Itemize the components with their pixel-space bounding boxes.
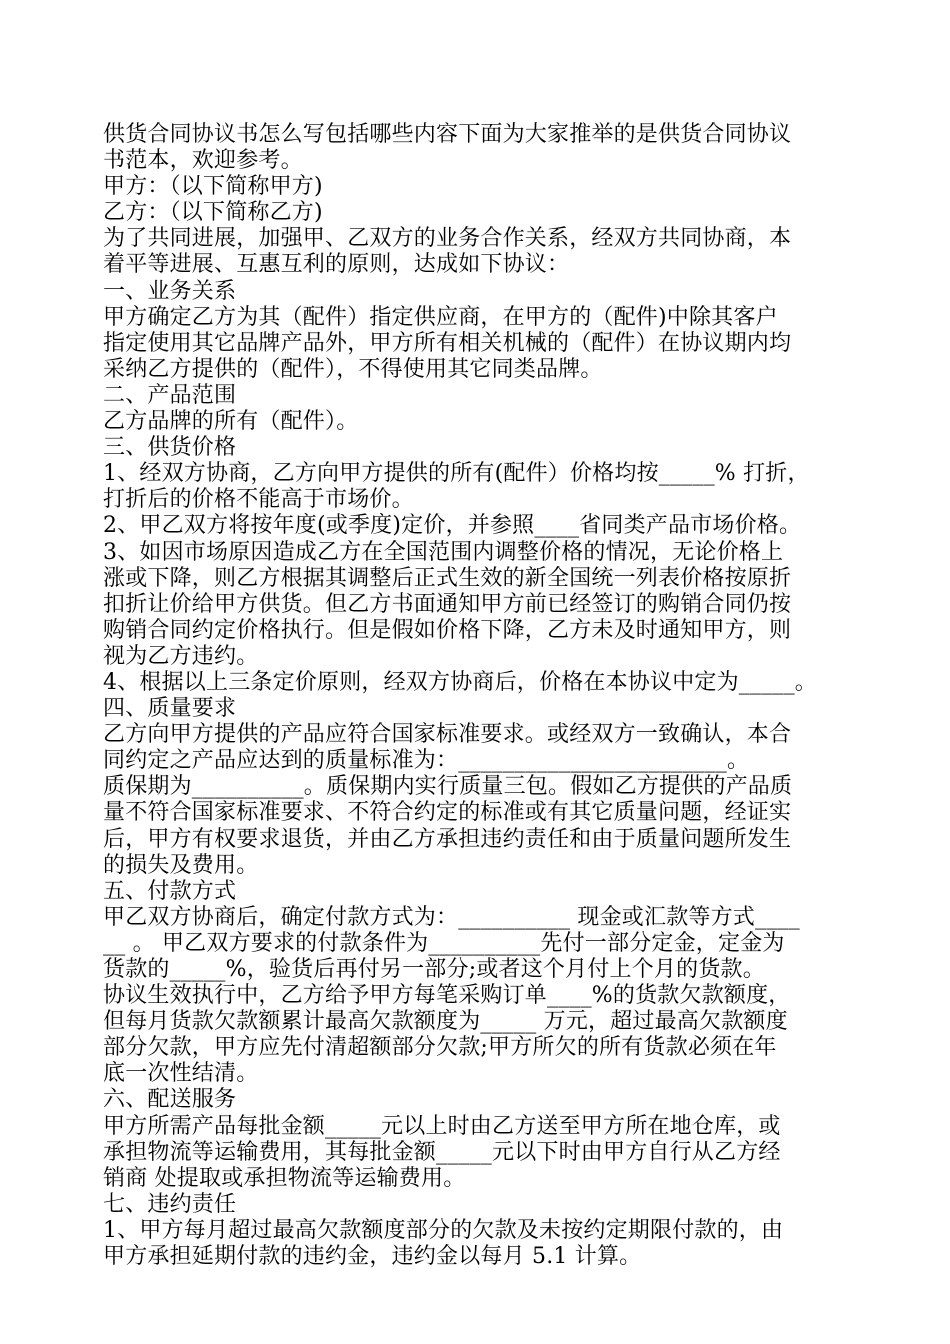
text-line: 甲方所需产品每批金额_____元以上时由乙方送至甲方所在地仓库，或 <box>103 1113 781 1139</box>
text-line: 同约定之产品应达到的质量标准为：________________________。 <box>103 748 750 774</box>
text-line: 采纳乙方提供的（配件），不得使用其它同类品牌。 <box>103 356 603 382</box>
text-line: 部分欠款，甲方应先付清超额部分欠款;甲方所欠的所有货款必须在年 <box>103 1035 777 1061</box>
text-line: 底一次性结清。 <box>103 1061 259 1087</box>
text-line: 协议生效执行中，乙方给予甲方每笔采购订单____%的货款欠款额度， <box>103 983 791 1009</box>
text-line: 着平等进展、互惠互利的原则，达成如下协议： <box>103 252 570 278</box>
text-line: 书范本，欢迎参考。 <box>103 148 303 174</box>
text-line: 的损失及费用。 <box>103 852 259 878</box>
text-line: 甲方确定乙方为其（配件）指定供应商，在甲方的（配件)中除其客户 <box>103 304 778 330</box>
section-heading: 四、质量要求 <box>103 696 237 722</box>
text-line: 视为乙方违约。 <box>103 643 259 669</box>
section-heading: 七、违约责任 <box>103 1191 237 1217</box>
text-line: 4、根据以上三条定价原则，经双方协商后，价格在本协议中定为_____。 <box>103 669 817 695</box>
text-line: 为了共同进展，加强甲、乙双方的业务合作关系，经双方共同协商，本 <box>103 226 792 252</box>
text-line: 乙方向甲方提供的产品应符合国家标准要求。或经双方一致确认，本合 <box>103 722 792 748</box>
text-line: 货款的_____%，验货后再付另一部分;或者这个月付上个月的货款。 <box>103 957 765 982</box>
text-line: 涨或下降，则乙方根据其调整后正式生效的新全国统一列表价格按原折 <box>103 565 792 591</box>
section-heading: 一、业务关系 <box>103 278 237 304</box>
text-line: 2、甲乙双方将按年度(或季度)定价，并参照____省同类产品市场价格。 <box>103 513 802 539</box>
section-heading: 五、付款方式 <box>103 878 237 904</box>
text-line: 打折后的价格不能高于市场价。 <box>103 487 414 513</box>
document-body <box>103 122 863 1270</box>
text-line: 甲方承担延期付款的违约金，违约金以每月 5.1 计算。 <box>103 1244 642 1270</box>
text-line: 量不符合国家标准要求、不符合约定的标准或有其它质量问题，经证实 <box>103 800 792 826</box>
section-heading: 三、供货价格 <box>103 435 237 461</box>
text-line: 质保期为__________。质保期内实行质量三包。假如乙方提供的产品质 <box>103 774 793 800</box>
party-b-line: 乙方：（以下简称乙方) <box>103 200 323 226</box>
text-line: 承担物流等运输费用，其每批金额_____元以下时由甲方自行从乙方经 <box>103 1139 781 1165</box>
text-line: 供货合同协议书怎么写包括哪些内容下面为大家推举的是供货合同协议 <box>103 122 792 147</box>
text-line: 乙方品牌的所有（配件）。 <box>103 409 359 435</box>
section-heading: 六、配送服务 <box>103 1087 237 1113</box>
text-line: 但每月货款欠款额累计最高欠款额度为_____ 万元，超过最高欠款额度 <box>103 1009 788 1035</box>
text-line: 1、经双方协商，乙方向甲方提供的所有(配件）价格均按_____% 打折， <box>103 461 810 487</box>
text-line: 销商 处提取或承担物流等运输费用。 <box>103 1165 466 1191</box>
text-line: 3、如因市场原因造成乙方在全国范围内调整价格的情况，无论价格上 <box>103 539 784 565</box>
text-line: 甲乙双方协商后，确定付款方式为：__________ 现金或汇款等方式____ <box>103 904 800 930</box>
text-line: 1、甲方每月超过最高欠款额度部分的欠款及未按约定期限付款的，由 <box>103 1217 784 1243</box>
text-line: __ 。 甲乙双方要求的付款条件为__________先付一部分定金，定金为 <box>103 930 785 956</box>
text-line: 扣折让价给甲方供货。但乙方书面通知甲方前已经签订的购销合同仍按 <box>103 591 792 617</box>
text-line: 指定使用其它品牌产品外，甲方所有相关机械的（配件）在协议期内均 <box>103 330 792 356</box>
section-heading: 二、产品范围 <box>103 382 237 408</box>
text-line: 购销合同约定价格执行。但是假如价格下降，乙方未及时通知甲方，则 <box>103 617 792 643</box>
text-line: 后，甲方有权要求退货，并由乙方承担违约责任和由于质量问题所发生 <box>103 826 792 852</box>
party-a-line: 甲方：（以下简称甲方) <box>103 174 323 200</box>
